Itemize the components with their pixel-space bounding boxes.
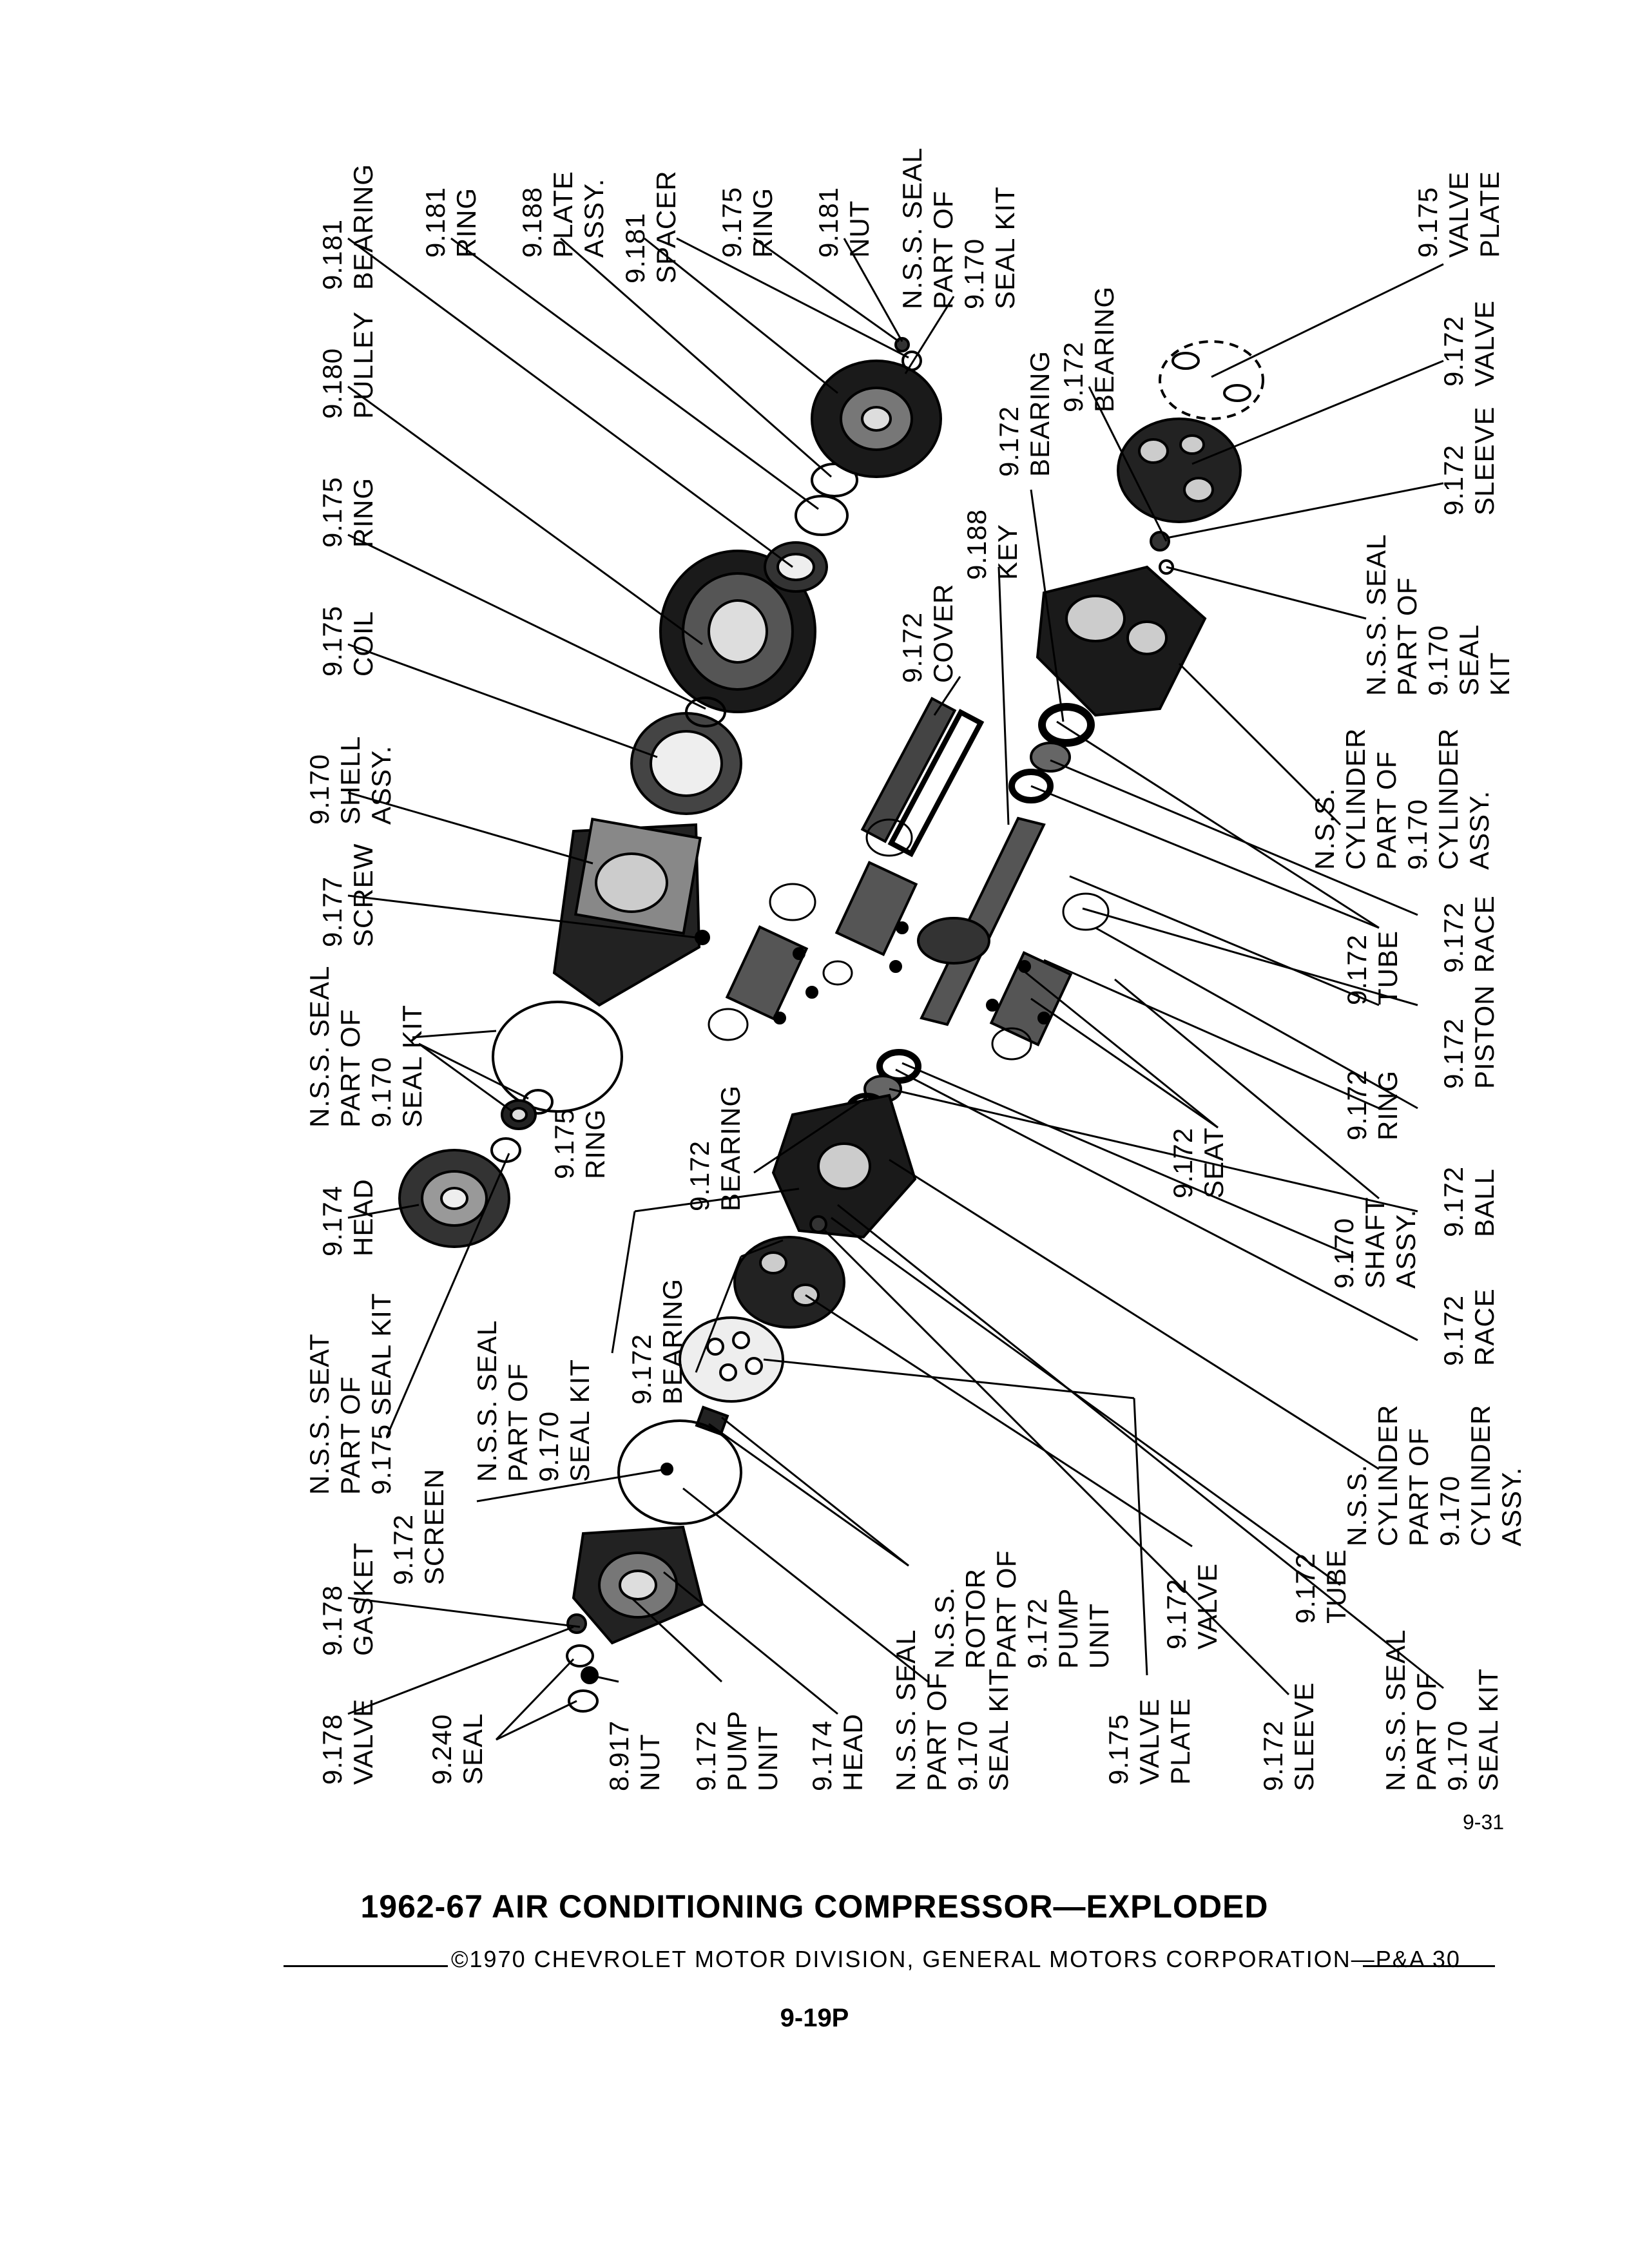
bearing-part xyxy=(765,543,827,591)
copyright-line xyxy=(284,1946,1495,1978)
callout-shaft-assy-9170 xyxy=(1329,1196,1421,1289)
svg-text:9.172: 9.172 xyxy=(684,1140,715,1211)
svg-text:NUT: NUT xyxy=(844,200,874,258)
svg-text:9.170: 9.170 xyxy=(1402,798,1432,870)
svg-text:PUMP: PUMP xyxy=(722,1710,752,1791)
callout-bearing-9181 xyxy=(317,164,378,290)
svg-text:9.180: 9.180 xyxy=(317,347,347,419)
svg-text:9.172: 9.172 xyxy=(1022,1597,1052,1669)
svg-text:UNIT: UNIT xyxy=(1084,1603,1114,1669)
svg-text:VALVE: VALVE xyxy=(1443,171,1474,258)
svg-text:PART OF: PART OF xyxy=(503,1363,533,1482)
svg-text:RING: RING xyxy=(580,1109,610,1179)
svg-text:SEAL: SEAL xyxy=(458,1713,488,1785)
svg-text:PLATE: PLATE xyxy=(1474,171,1505,258)
svg-text:ASSY.: ASSY. xyxy=(1464,790,1494,870)
callout-seal-kit-left-mid xyxy=(472,1320,595,1482)
svg-text:RING: RING xyxy=(348,477,378,548)
svg-text:9.172: 9.172 xyxy=(1438,1017,1469,1089)
valve-right-part xyxy=(1118,419,1240,522)
svg-text:HEAD: HEAD xyxy=(348,1178,378,1256)
svg-text:9.172: 9.172 xyxy=(1058,341,1088,412)
valve-plate-right-part xyxy=(1160,341,1263,419)
callout-cylinder-upper xyxy=(1309,728,1494,870)
svg-text:COVER: COVER xyxy=(928,583,958,683)
shell-assy-part xyxy=(554,819,700,1005)
page-number: 9-19P xyxy=(780,2004,849,2032)
rotor-part xyxy=(697,1407,728,1434)
svg-text:9.172: 9.172 xyxy=(1161,1578,1191,1649)
callout-ring-9172 xyxy=(1342,1070,1403,1140)
svg-text:9.172: 9.172 xyxy=(897,611,927,683)
svg-text:N.S.S. SEAL: N.S.S. SEAL xyxy=(891,1629,921,1791)
front-cylinder-part xyxy=(773,1095,915,1237)
callout-cover-9172 xyxy=(897,584,958,683)
ring-part xyxy=(796,496,847,535)
svg-text:CYLINDER: CYLINDER xyxy=(1433,727,1463,870)
svg-text:N.S.S. SEAL: N.S.S. SEAL xyxy=(897,147,927,309)
svg-text:N.S.S. SEAL: N.S.S. SEAL xyxy=(1380,1629,1411,1791)
svg-text:SEAL KIT: SEAL KIT xyxy=(1473,1668,1503,1791)
svg-text:9.172: 9.172 xyxy=(1438,1166,1469,1237)
svg-text:9.170: 9.170 xyxy=(1329,1217,1359,1289)
svg-text:PART OF: PART OF xyxy=(928,190,958,309)
svg-text:SEAT: SEAT xyxy=(1199,1127,1229,1198)
callout-spacer-9181 xyxy=(620,170,681,284)
svg-text:GASKET: GASKET xyxy=(348,1542,378,1656)
svg-text:9.172: 9.172 xyxy=(1438,901,1469,973)
callout-sleeve-9172-front xyxy=(1258,1682,1319,1791)
svg-text:9.170: 9.170 xyxy=(1423,624,1453,696)
svg-text:9.240: 9.240 xyxy=(427,1713,457,1785)
svg-text:PART OF: PART OF xyxy=(921,1672,952,1791)
svg-text:CYLINDER: CYLINDER xyxy=(1373,1404,1403,1546)
svg-text:RING: RING xyxy=(747,187,778,258)
svg-text:SHELL: SHELL xyxy=(335,735,365,825)
svg-text:9.172: 9.172 xyxy=(1168,1127,1198,1198)
callout-coil-9175 xyxy=(317,606,378,677)
svg-text:SEAL KIT: SEAL KIT xyxy=(397,1004,427,1128)
svg-text:BALL: BALL xyxy=(1469,1168,1499,1237)
svg-text:SEAL KIT: SEAL KIT xyxy=(564,1359,595,1482)
svg-text:SCREW: SCREW xyxy=(348,843,378,947)
svg-text:9.175: 9.175 xyxy=(1103,1713,1133,1785)
svg-text:PART OF: PART OF xyxy=(1392,577,1422,696)
callout-seal-kit-right xyxy=(1361,534,1515,696)
svg-text:9.172: 9.172 xyxy=(1342,934,1372,1005)
svg-text:PART OF: PART OF xyxy=(1371,751,1402,870)
rule-left xyxy=(284,1965,448,1967)
svg-text:9.172: 9.172 xyxy=(1438,1294,1469,1366)
svg-text:PUMP: PUMP xyxy=(1053,1588,1083,1669)
callout-valve-9172-right xyxy=(1438,300,1499,387)
svg-text:PLATE: PLATE xyxy=(548,171,578,258)
svg-text:CYLINDER: CYLINDER xyxy=(1465,1404,1496,1546)
svg-text:VALVE: VALVE xyxy=(1192,1562,1222,1649)
svg-text:VALVE: VALVE xyxy=(1134,1698,1164,1785)
callout-valve-plate-9175-front xyxy=(1103,1698,1195,1785)
callout-plate-assy-9188 xyxy=(517,171,609,258)
svg-text:9.181: 9.181 xyxy=(813,186,843,258)
callout-bearing-9172-right xyxy=(1058,286,1119,412)
svg-text:COIL: COIL xyxy=(348,610,378,677)
svg-text:TUBE: TUBE xyxy=(1321,1548,1351,1624)
plate-assy-part xyxy=(812,361,941,477)
svg-text:9.170: 9.170 xyxy=(952,1720,983,1791)
svg-text:PISTON: PISTON xyxy=(1469,985,1499,1089)
svg-text:KIT: KIT xyxy=(1485,651,1515,696)
svg-text:CYLINDER: CYLINDER xyxy=(1340,727,1371,870)
svg-text:9.170: 9.170 xyxy=(1442,1720,1472,1791)
svg-text:PART OF: PART OF xyxy=(335,1376,365,1495)
figure-reference: 9-31 xyxy=(1463,1811,1505,1834)
svg-text:ASSY.: ASSY. xyxy=(1496,1466,1527,1546)
svg-text:PLATE: PLATE xyxy=(1165,1698,1195,1785)
screen-part xyxy=(619,1421,741,1524)
svg-text:9.178: 9.178 xyxy=(317,1584,347,1656)
callout-valve-9178 xyxy=(317,1698,378,1785)
rule-right xyxy=(1363,1965,1495,1967)
svg-text:9.172: 9.172 xyxy=(1258,1720,1288,1791)
svg-text:RING: RING xyxy=(1373,1070,1403,1140)
callout-race-9172-upper xyxy=(1438,895,1499,973)
svg-text:TUBE: TUBE xyxy=(1373,930,1403,1005)
callout-bearing-9172-left xyxy=(684,1085,746,1211)
callout-ring-9175-mid xyxy=(549,1108,610,1179)
callout-seal-kit-bottom-right xyxy=(1380,1629,1503,1791)
callout-piston-9172 xyxy=(1438,985,1499,1089)
svg-text:N.S.S. SEAL: N.S.S. SEAL xyxy=(472,1320,502,1482)
svg-text:HEAD: HEAD xyxy=(838,1713,868,1791)
svg-text:9.172: 9.172 xyxy=(1342,1069,1372,1140)
callout-seal-kit-top-right xyxy=(897,148,1020,309)
seal-part xyxy=(502,1100,535,1129)
callout-key-9188 xyxy=(961,509,1023,580)
screw-part xyxy=(696,931,709,944)
svg-text:9.172: 9.172 xyxy=(1290,1552,1320,1624)
callout-pump-unit-9172 xyxy=(691,1711,783,1791)
svg-text:SEAL KIT: SEAL KIT xyxy=(990,186,1020,309)
seat-part xyxy=(492,1139,520,1162)
svg-text:BEARING: BEARING xyxy=(348,163,378,290)
svg-text:SEAL: SEAL xyxy=(1454,624,1484,696)
callout-nut-9181 xyxy=(813,187,874,258)
svg-text:BEARING: BEARING xyxy=(1025,350,1055,477)
svg-text:PART OF: PART OF xyxy=(1411,1672,1441,1791)
svg-text:9.172: 9.172 xyxy=(994,405,1024,477)
svg-text:9.181: 9.181 xyxy=(620,212,650,284)
svg-text:9.172: 9.172 xyxy=(1438,315,1469,387)
svg-text:N.S.S. SEAT: N.S.S. SEAT xyxy=(304,1333,334,1495)
svg-text:N.S.S.: N.S.S. xyxy=(929,1586,959,1669)
svg-text:9.175: 9.175 xyxy=(717,186,747,258)
svg-text:KEY: KEY xyxy=(992,523,1023,580)
callout-cylinder-lower xyxy=(1342,1405,1527,1546)
svg-text:9.178: 9.178 xyxy=(317,1713,347,1785)
race-part xyxy=(1042,707,1091,743)
svg-text:SHAFT: SHAFT xyxy=(1360,1196,1390,1289)
svg-text:RACE: RACE xyxy=(1469,1288,1499,1366)
svg-text:9.170: 9.170 xyxy=(959,238,989,309)
svg-text:BEARING: BEARING xyxy=(657,1278,688,1405)
svg-text:N.S.S. SEAL: N.S.S. SEAL xyxy=(1361,533,1391,696)
svg-text:ASSY.: ASSY. xyxy=(366,745,396,825)
callout-ring-9181 xyxy=(420,187,481,258)
seal-part xyxy=(569,1691,597,1711)
svg-text:9.175: 9.175 xyxy=(317,476,347,548)
callout-tube-9172-upper xyxy=(1342,930,1403,1005)
svg-text:SCREEN: SCREEN xyxy=(419,1468,449,1585)
svg-text:RING: RING xyxy=(451,187,481,258)
svg-text:N.S.S.: N.S.S. xyxy=(1309,787,1340,870)
callout-screen-9172 xyxy=(388,1468,449,1585)
callout-head-9174 xyxy=(317,1178,378,1256)
svg-text:9.170: 9.170 xyxy=(1434,1475,1465,1546)
sleeve-part xyxy=(811,1216,826,1232)
callout-tube-9172-lower xyxy=(1290,1549,1351,1624)
svg-text:NUT: NUT xyxy=(635,1733,665,1791)
callout-valve-plate-9175-right xyxy=(1412,171,1505,258)
svg-text:9.170: 9.170 xyxy=(304,753,334,825)
callout-sleeve-9172-right xyxy=(1438,407,1499,515)
svg-text:ASSY.: ASSY. xyxy=(579,178,609,258)
rear-head-part xyxy=(574,1527,702,1643)
svg-text:9.175 SEAL KIT: 9.175 SEAL KIT xyxy=(366,1293,396,1495)
page-title: 1962-67 AIR CONDITIONING COMPRESSOR—EXPLODED xyxy=(360,1888,1269,1925)
svg-text:VALVE: VALVE xyxy=(1469,300,1499,387)
callout-seal-9240 xyxy=(427,1713,488,1785)
callout-seat-seal-kit xyxy=(304,1293,396,1495)
svg-text:9.177: 9.177 xyxy=(317,876,347,947)
svg-text:RACE: RACE xyxy=(1469,895,1499,973)
svg-text:SLEEVE: SLEEVE xyxy=(1469,406,1499,515)
svg-text:SPACER: SPACER xyxy=(651,170,681,284)
svg-text:9.172: 9.172 xyxy=(388,1514,418,1585)
svg-text:9.181: 9.181 xyxy=(317,218,347,290)
callout-seat-9172 xyxy=(1168,1127,1229,1198)
callout-rotor-nss xyxy=(929,1550,1114,1669)
svg-text:9.172: 9.172 xyxy=(626,1333,657,1405)
svg-text:UNIT: UNIT xyxy=(753,1725,783,1791)
callout-race-9172-lower xyxy=(1438,1288,1499,1366)
svg-text:ROTOR: ROTOR xyxy=(960,1568,990,1669)
svg-text:9.172: 9.172 xyxy=(1438,444,1469,515)
callout-shell-assy-9170 xyxy=(304,736,396,825)
valve-part xyxy=(568,1615,586,1633)
rear-cylinder-part xyxy=(1037,567,1205,715)
callout-seal-kit-upper xyxy=(304,966,427,1128)
callout-bearing-9172-lower xyxy=(626,1278,688,1405)
svg-text:PART OF: PART OF xyxy=(335,1008,365,1128)
svg-text:PART OF: PART OF xyxy=(1403,1427,1434,1546)
callout-ring-9175 xyxy=(317,477,378,548)
svg-text:9.170: 9.170 xyxy=(534,1410,564,1482)
callout-nut-8917 xyxy=(604,1720,665,1791)
callout-bearing-9172-mid xyxy=(994,351,1055,477)
svg-text:9.174: 9.174 xyxy=(317,1185,347,1256)
coil-part xyxy=(631,713,741,814)
svg-text:9.174: 9.174 xyxy=(807,1720,837,1791)
svg-text:PART OF: PART OF xyxy=(991,1550,1021,1669)
svg-text:ASSY.: ASSY. xyxy=(1391,1209,1421,1289)
valve-front-part xyxy=(735,1237,844,1327)
svg-text:9.175: 9.175 xyxy=(549,1108,579,1179)
svg-text:9.188: 9.188 xyxy=(961,508,992,580)
svg-text:9.188: 9.188 xyxy=(517,186,547,258)
svg-text:9.170: 9.170 xyxy=(366,1056,396,1128)
svg-text:SLEEVE: SLEEVE xyxy=(1289,1682,1319,1791)
svg-text:BEARING: BEARING xyxy=(1089,285,1119,412)
seal-ring-part xyxy=(493,1002,622,1111)
front-head-part xyxy=(400,1150,509,1247)
svg-text:SEAL KIT: SEAL KIT xyxy=(983,1668,1014,1791)
callout-gasket-9178 xyxy=(317,1542,378,1656)
svg-text:N.S.S.: N.S.S. xyxy=(1342,1464,1372,1546)
svg-text:9.181: 9.181 xyxy=(420,186,450,258)
callout-head-9174-rear xyxy=(807,1713,868,1791)
svg-text:N.S.S. SEAL: N.S.S. SEAL xyxy=(304,965,334,1128)
svg-text:8.917: 8.917 xyxy=(604,1720,634,1791)
callout-pulley-9180 xyxy=(317,311,378,419)
svg-text:9.175: 9.175 xyxy=(317,605,347,677)
svg-text:BEARING: BEARING xyxy=(715,1084,746,1211)
svg-text:9.172: 9.172 xyxy=(691,1720,721,1791)
callout-ring-9175-upper xyxy=(717,187,778,258)
copyright-text: ©1970 CHEVROLET MOTOR DIVISION, GENERAL MOTORS CORPORATION—P&A 30 xyxy=(451,1946,1461,1972)
svg-text:PULLEY: PULLEY xyxy=(348,311,378,419)
svg-text:VALVE: VALVE xyxy=(348,1698,378,1785)
callout-ball-9172 xyxy=(1438,1166,1499,1237)
callout-screw-9177 xyxy=(317,843,378,947)
svg-text:9.175: 9.175 xyxy=(1412,186,1443,258)
